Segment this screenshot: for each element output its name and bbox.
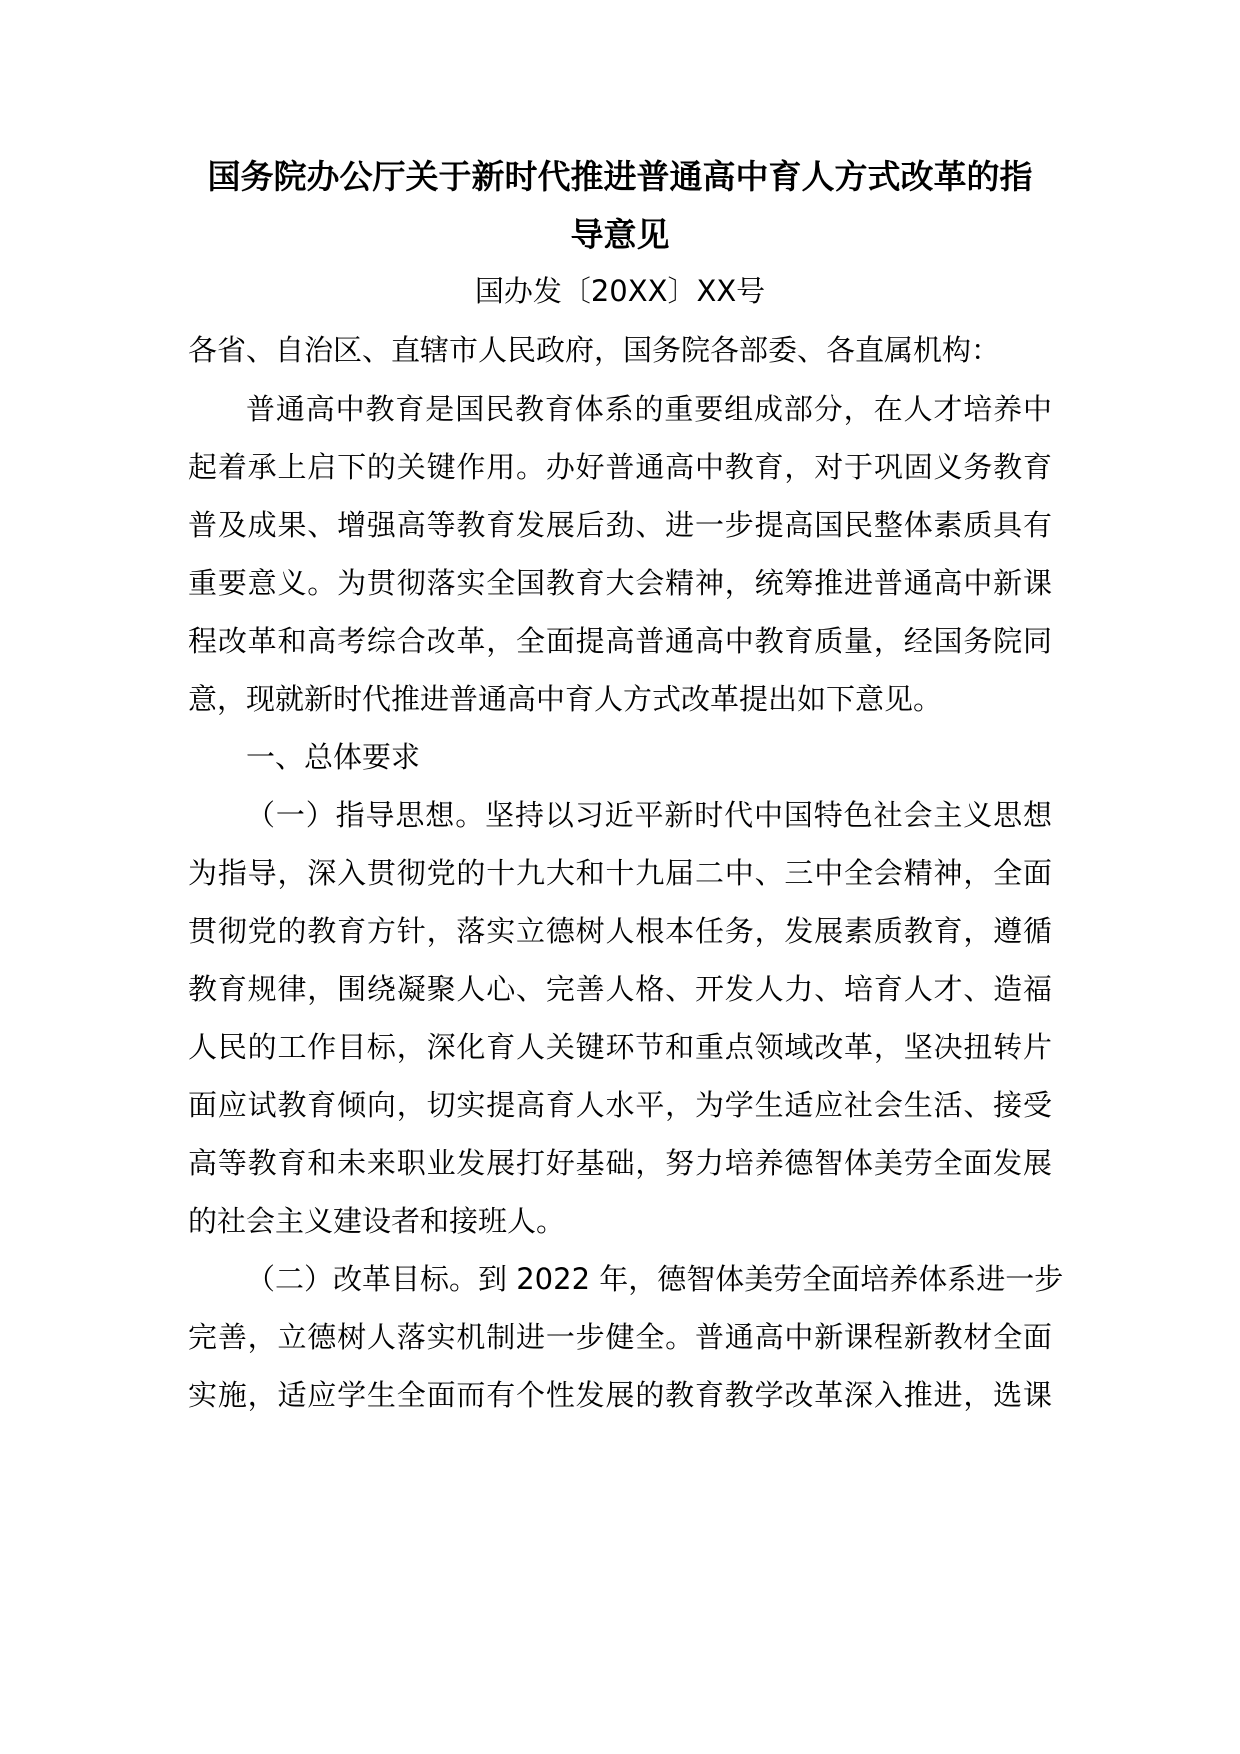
paragraph-line: 人民的工作目标，深化育人关键环节和重点领域改革，坚决扭转片	[188, 1030, 1052, 1064]
paragraph-line: 为指导，深入贯彻党的十九大和十九届二中、三中全会精神，全面	[188, 856, 1052, 890]
paragraph-line: 贯彻党的教育方针，落实立德树人根本任务，发展素质教育，遵循	[188, 914, 1052, 948]
document-title-line-1: 国务院办公厅关于新时代推进普通高中育人方式改革的指	[207, 157, 1033, 196]
intro-line: 意，现就新时代推进普通高中育人方式改革提出如下意见。	[188, 682, 943, 716]
document-number: 国办发〔20XX〕XX号	[474, 274, 766, 308]
section-heading: 一、总体要求	[246, 740, 421, 774]
addressee-line: 各省、自治区、直辖市人民政府，国务院各部委、各直属机构：	[188, 333, 1001, 367]
intro-line: 普及成果、增强高等教育发展后劲、进一步提高国民整体素质具有	[188, 508, 1052, 542]
intro-line: 重要意义。为贯彻落实全国教育大会精神，统筹推进普通高中新课	[188, 566, 1052, 600]
document-title-line-2: 导意见	[570, 215, 670, 254]
paragraph-line: （二）改革目标。到 2022 年，德智体美劳全面培养体系进一步	[246, 1262, 1064, 1296]
paragraph-line: （一）指导思想。坚持以习近平新时代中国特色社会主义思想	[246, 798, 1052, 832]
paragraph-line: 的社会主义建设者和接班人。	[188, 1204, 566, 1238]
intro-line: 普通高中教育是国民教育体系的重要组成部分，在人才培养中	[246, 392, 1052, 426]
paragraph-line: 面应试教育倾向，切实提高育人水平，为学生适应社会生活、接受	[188, 1088, 1052, 1122]
paragraph-line: 高等教育和未来职业发展打好基础，努力培养德智体美劳全面发展	[188, 1146, 1052, 1180]
intro-line: 程改革和高考综合改革，全面提高普通高中教育质量，经国务院同	[188, 624, 1052, 658]
intro-line: 起着承上启下的关键作用。办好普通高中教育，对于巩固义务教育	[188, 450, 1052, 484]
paragraph-line: 完善，立德树人落实机制进一步健全。普通高中新课程新教材全面	[188, 1320, 1052, 1354]
paragraph-line: 实施，适应学生全面而有个性发展的教育教学改革深入推进，选课	[188, 1378, 1052, 1412]
paragraph-line: 教育规律，围绕凝聚人心、完善人格、开发人力、培育人才、造福	[188, 972, 1052, 1006]
